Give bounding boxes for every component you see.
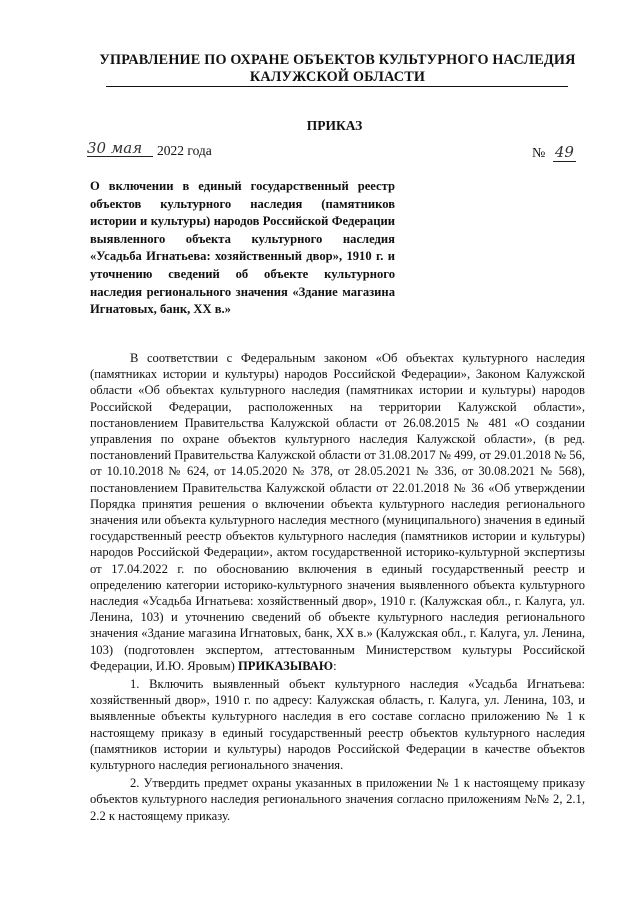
order-item-1: 1. Включить выявленный объект культурного наследия «Усадьба Игнатьева: хозяйственный двор», 1910 г. по адресу: Калужская область, г. Калуга, ул. Ленина, 103, и выявленные объекты культурного наследия в его составе согласно приложению № 1 к настоящему приказу в единый государственный реестр объектов культурного наследия (памятников истории и культуры) народов Российской Федерации в качестве объектов культурного наследия регионального значения. bbox=[90, 677, 585, 773]
preamble-text: В соответствии с Федеральным законом «Об объектах культурного наследия (памятниках истории и культуры) народов Российской Федерации», Законом Калужской области «Об объектах культурного наследия (памятниках истории и культуры) народов Российской Федерации, расположенных на территории Калужской области», постановлением Правительства Калужской области от 26.08.2015 № 481 «О создании управления по охране объектов культурного наследия Калужской области», (в ред. постановлений Правительства Калужской области от 31.08.2017 № 499, от 29.01.2018 № 56, от 10.10.2018 № 624, от 14.05.2020 № 378, от 28.05.2021 № 336, от 30.08.2021 № 568), постановлением Правительства Калужской области от 22.01.2018 № 36 «Об утверждении Порядка принятия решения о включении объекта культурного наследия регионального значения или объекта культурного наследия местного (муниципального) значения в единый государственный реестр объектов культурного наследия (памятников истории и культуры) народов Российской Федерации», актом государственной историко-культурной экспертизы от 17.04.2022 г. по обоснованию включения в единый государственный реестр и определению категории историко-культурного значения выявленного объекта культурного наследия «Усадьба Игнатьева: хозяйственный двор», 1910 г. (Калужская обл., г. Калуга, ул. Ленина, 103) и уточнению сведений об объекте культурного наследия регионального значения «Здание магазина Игнатовых, банк, XX в.» (Калужская обл., г. Калуга, ул. Ленина, 103) (подготовлен экспертом, аттестованным Министерством культуры Российской Федерации, И.Ю. Яровым) bbox=[90, 351, 585, 673]
header-divider bbox=[106, 86, 568, 87]
date-underline bbox=[87, 156, 153, 157]
preamble-paragraph bbox=[90, 350, 585, 674]
handwritten-number: 49 bbox=[554, 143, 574, 161]
command-word: ПРИКАЗЫВАЮ bbox=[237, 658, 334, 673]
agency-name-line2: КАЛУЖСКОЙ ОБЛАСТИ bbox=[249, 69, 426, 85]
command-colon: : bbox=[333, 658, 337, 673]
order-body bbox=[90, 350, 585, 824]
date-year: 2022 года bbox=[157, 143, 212, 158]
agency-name-line1: УПРАВЛЕНИЕ ПО ОХРАНЕ ОБЪЕКТОВ КУЛЬТУРНОГО НАСЛЕДИЯ bbox=[99, 52, 576, 68]
document-title: ПРИКАЗ bbox=[306, 118, 363, 133]
order-item-2: 2. Утвердить предмет охраны указанных в приложении № 1 к настоящему приказу объектов культурного наследия регионального значения согласно приложениям №№ 2, 2.1, 2.2 к настоящему приказу. bbox=[90, 776, 585, 823]
order-number bbox=[532, 143, 576, 162]
number-sign: № bbox=[532, 146, 546, 161]
order-subject: О включении в единый государственный реестр объектов культурного наследия (памятников истории и культуры) народов Российской Федерации выявленного объекта культурного наследия «Усадьба Игнатьева: хозяйственный двор», 1910 г. и уточнению сведений об объекте культурного наследия регионального значения «Здание магазина Игнатовых, банк, XX в.» bbox=[90, 179, 395, 317]
handwritten-date: 30 мая bbox=[87, 139, 143, 157]
